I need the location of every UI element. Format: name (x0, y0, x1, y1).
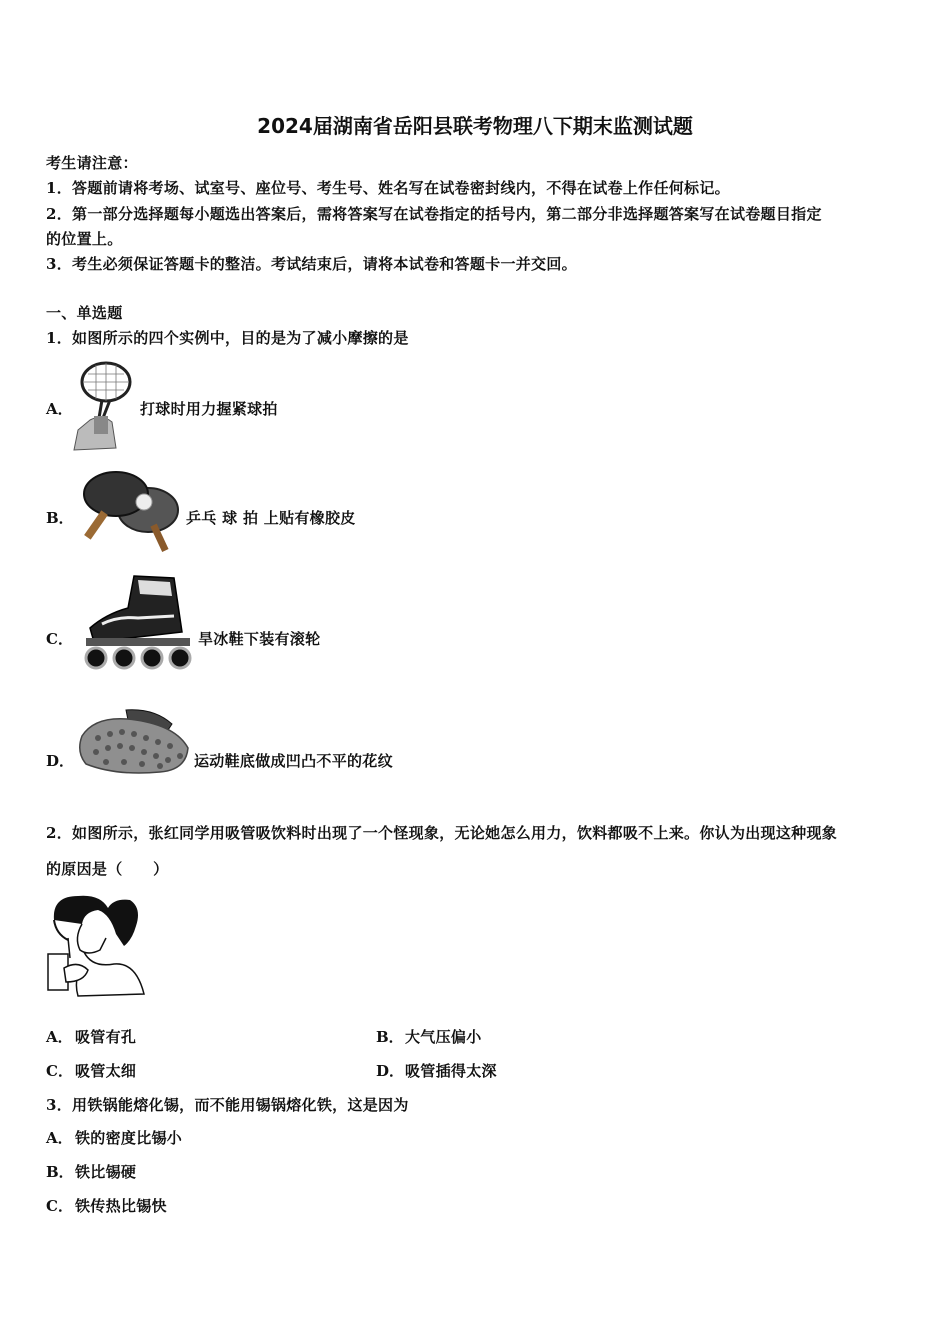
sneaker-sole-icon (76, 708, 192, 778)
q2-option-d-letter: D． (376, 1062, 405, 1080)
notice-line-3: 3．考生必须保证答题卡的整洁。考试结束后，请将本试卷和答题卡一并交回。 (46, 255, 577, 273)
q2-option-c-letter: C． (46, 1062, 73, 1080)
q2-option-c-text: 吸管太细 (75, 1062, 137, 1080)
notice-heading: 考生请注意： (46, 154, 138, 172)
q3-option-b-text: 铁比锡硬 (75, 1163, 137, 1181)
q2-option-b-text: 大气压偏小 (405, 1028, 482, 1046)
q3-option-c-letter: C． (46, 1197, 73, 1215)
q1-option-a-text: 打球时用力握紧球拍 (140, 400, 278, 418)
q3-stem: 3．用铁锅能熔化锡，而不能用锡锅熔化铁，这是因为 (46, 1096, 409, 1114)
notice-line-1: 1．答题前请将考场、试室号、座位号、考生号、姓名写在试卷密封线内，不得在试卷上作任何标记。 (46, 179, 730, 197)
q1-option-c-text: 旱冰鞋下装有滚轮 (198, 630, 321, 648)
q1-option-d-text: 运动鞋底做成凹凸不平的花纹 (194, 752, 393, 770)
q2-option-d-text: 吸管插得太深 (405, 1062, 497, 1080)
q3-option-a-letter: A． (46, 1129, 73, 1147)
girl-drinking-straw-icon (44, 890, 148, 1000)
q2-stem-line-1: 2．如图所示，张红同学用吸管吸饮料时出现了一个怪现象，无论她怎么用力，饮料都吸不上来。你认为出现这种现象 (46, 824, 838, 842)
q1-option-d-letter: D． (46, 752, 75, 770)
q1-option-b-letter: B． (46, 509, 74, 527)
tennis-racket-icon (72, 360, 138, 452)
q1-option-b-text: 乒乓 球 拍 上贴有橡胶皮 (186, 509, 356, 527)
notice-line-2-cont: 的位置上。 (46, 230, 123, 248)
q3-option-c-text: 铁传热比锡快 (75, 1197, 167, 1215)
q2-option-b-letter: B． (376, 1028, 404, 1046)
roller-skate-icon (78, 572, 196, 672)
q3-option-a-text: 铁的密度比锡小 (75, 1129, 183, 1147)
page-title: 2024届湖南省岳阳县联考物理八下期末监测试题 (257, 114, 693, 138)
q3-option-b-letter: B． (46, 1163, 74, 1181)
q2-option-a-text: 吸管有孔 (75, 1028, 137, 1046)
q2-stem-line-2: 的原因是（ ） (46, 860, 169, 878)
ping-pong-paddle-icon (78, 466, 182, 556)
section-heading: 一、单选题 (46, 304, 123, 322)
q1-stem: 1．如图所示的四个实例中，目的是为了减小摩擦的是 (46, 329, 409, 347)
q1-option-a-letter: A． (46, 400, 73, 418)
notice-line-2: 2．第一部分选择题每小题选出答案后，需将答案写在试卷指定的括号内，第二部分非选择题答案写在试卷题目指定 (46, 205, 822, 223)
q1-option-c-letter: C． (46, 630, 73, 648)
q2-option-a-letter: A． (46, 1028, 73, 1046)
